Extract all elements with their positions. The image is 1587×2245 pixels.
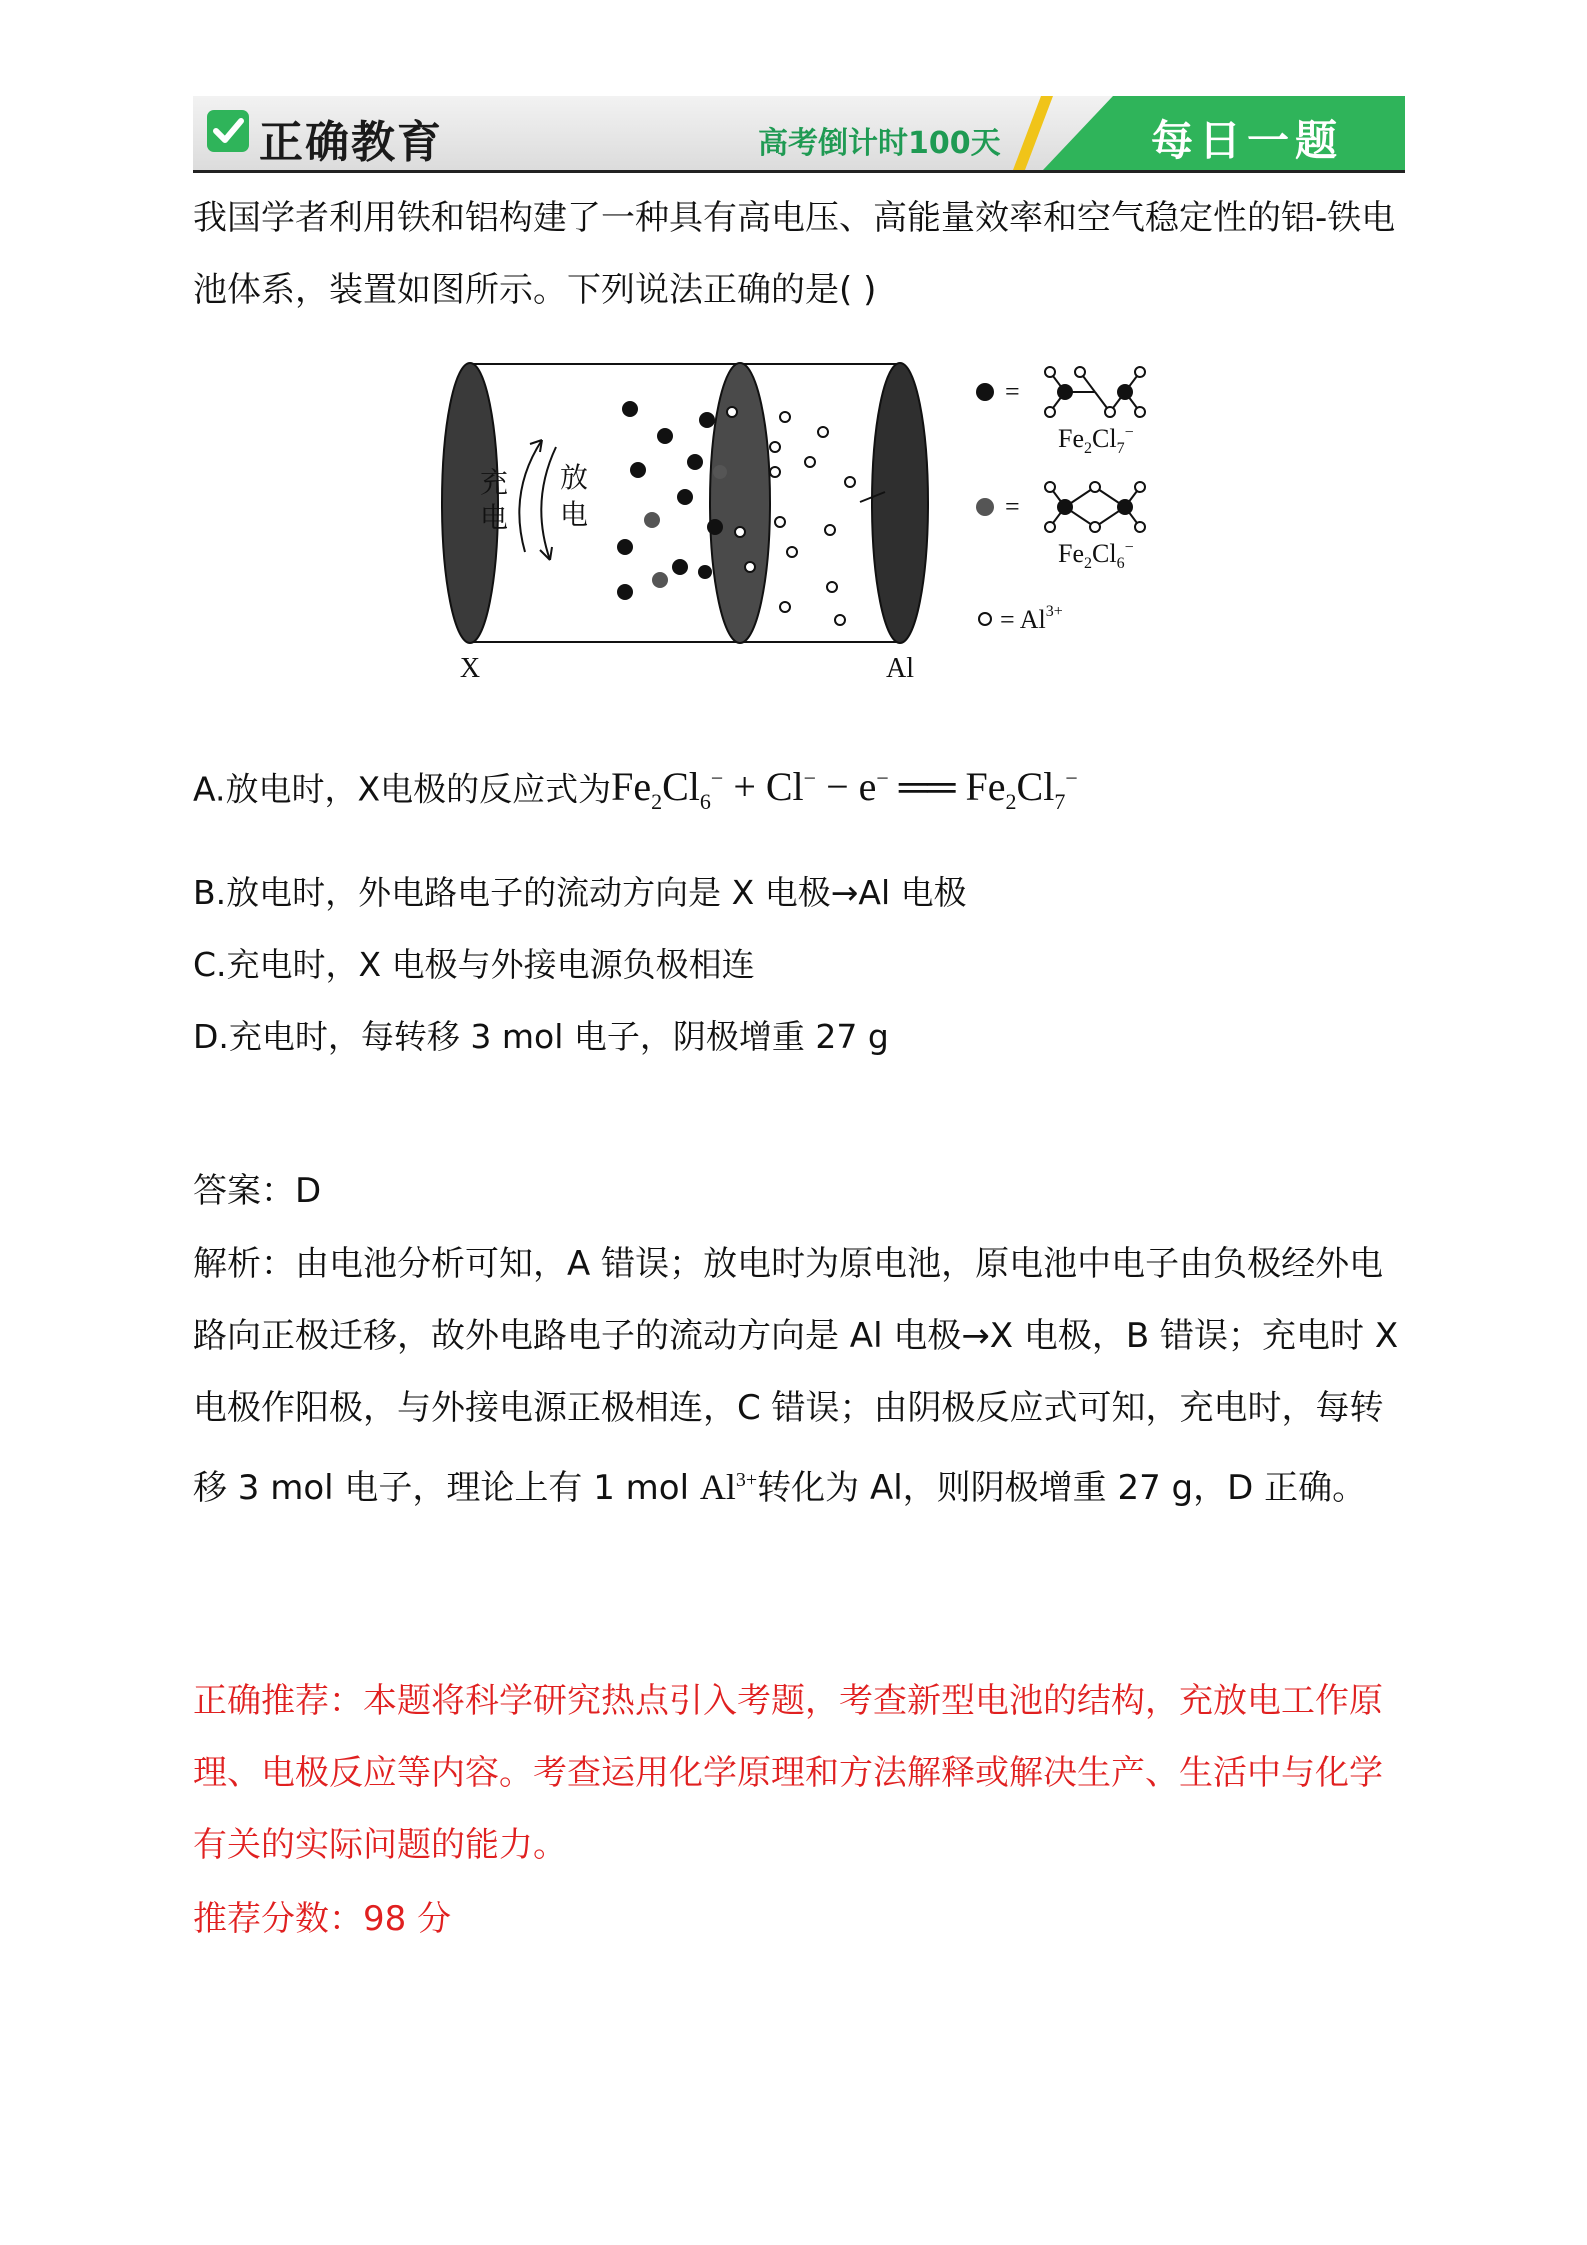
- analysis-paragraph: [193, 1228, 1403, 1524]
- fe2cl7-particles: [617, 401, 723, 600]
- svg-text:= Al3+: = $Al^{3+}$: [1000, 603, 1063, 634]
- legend-al3: [979, 603, 1063, 634]
- svg-text:Fe2Cl6−: $Fe_2Cl_6^-$: [1058, 539, 1134, 572]
- answer-line: 答案：D: [193, 1171, 322, 1211]
- option-a-text: A.放电时，X电极的反应式为: [193, 769, 612, 809]
- legend-fe2cl7: [976, 367, 1145, 457]
- brand-logo-text: 正确教育: [259, 117, 443, 168]
- analysis-part1: 解析：由电池分析可知，A 错误；放电时为原电池，原电池中电子由负极经外电路向正极迁移，故外电路电子的流动方向是 Al 电极→X 电极，B 错误；充电时 X 电极作阳极，与外接电源正极相连，C 错误；由阴极反应式可知，充电时，每转移 3 mol 电子，理论上有 1 mol: [193, 1244, 1399, 1508]
- svg-text:Fe2Cl7−: $Fe_2Cl_7^-$: [1058, 424, 1134, 457]
- electrode-al-label: Al: [886, 653, 914, 684]
- option-a: [193, 756, 1078, 825]
- svg-text:=: =: [1005, 492, 1020, 521]
- battery-diagram: [430, 352, 1170, 692]
- header-banner: [193, 96, 1405, 173]
- option-d: D.充电时，每转移 3 mol 电子，阴极增重 27 g: [193, 1017, 889, 1056]
- electrode-al: [872, 363, 928, 643]
- charge-label-2: 电: [480, 501, 509, 534]
- charge-arrow: [519, 440, 542, 552]
- svg-text:=: =: [1005, 377, 1020, 406]
- question-stem: 我国学者利用铁和铝构建了一种具有高电压、高能量效率和空气稳定性的铝-铁电池体系，装置如图所示。下列说法正确的是( ): [193, 198, 1396, 310]
- option-b: B.放电时，外电路电子的流动方向是 X 电极→Al 电极: [193, 873, 967, 912]
- discharge-label-1: 放: [560, 461, 589, 494]
- checkmark-icon: [207, 110, 249, 152]
- separator-membrane: [710, 363, 770, 643]
- discharge-arrow: [541, 447, 556, 560]
- countdown-text: 高考倒计时100天: [758, 126, 1001, 161]
- daily-question-label: 每日一题: [1150, 116, 1343, 165]
- al3-ion-formula: $Al^{3+}$: [699, 1467, 758, 1507]
- charge-label-1: 充: [480, 466, 509, 499]
- electrode-x-label: X: [459, 653, 481, 684]
- recommendation-paragraph: 正确推荐：本题将科学研究热点引入考题，考查新型电池的结构，充放电工作原理、电极反应等内容。考查运用化学原理和方法解释或解决生产、生活中与化学有关的实际问题的能力。: [193, 1681, 1383, 1865]
- option-a-equation: $Fe_2Cl_6^- + Cl^- - e^-$ ══ $Fe_2Cl_7^-$: [611, 764, 1078, 815]
- option-c: C.充电时，X 电极与外接电源负极相连: [193, 945, 755, 984]
- analysis-part2: 转化为 Al，则阴极增重 27 g，D 正确。: [757, 1468, 1367, 1508]
- legend-fe2cl6: [976, 482, 1145, 572]
- recommendation-score: 推荐分数：98 分: [193, 1899, 452, 1939]
- discharge-label-2: 电: [560, 498, 589, 531]
- banner-stripe: [1013, 96, 1053, 170]
